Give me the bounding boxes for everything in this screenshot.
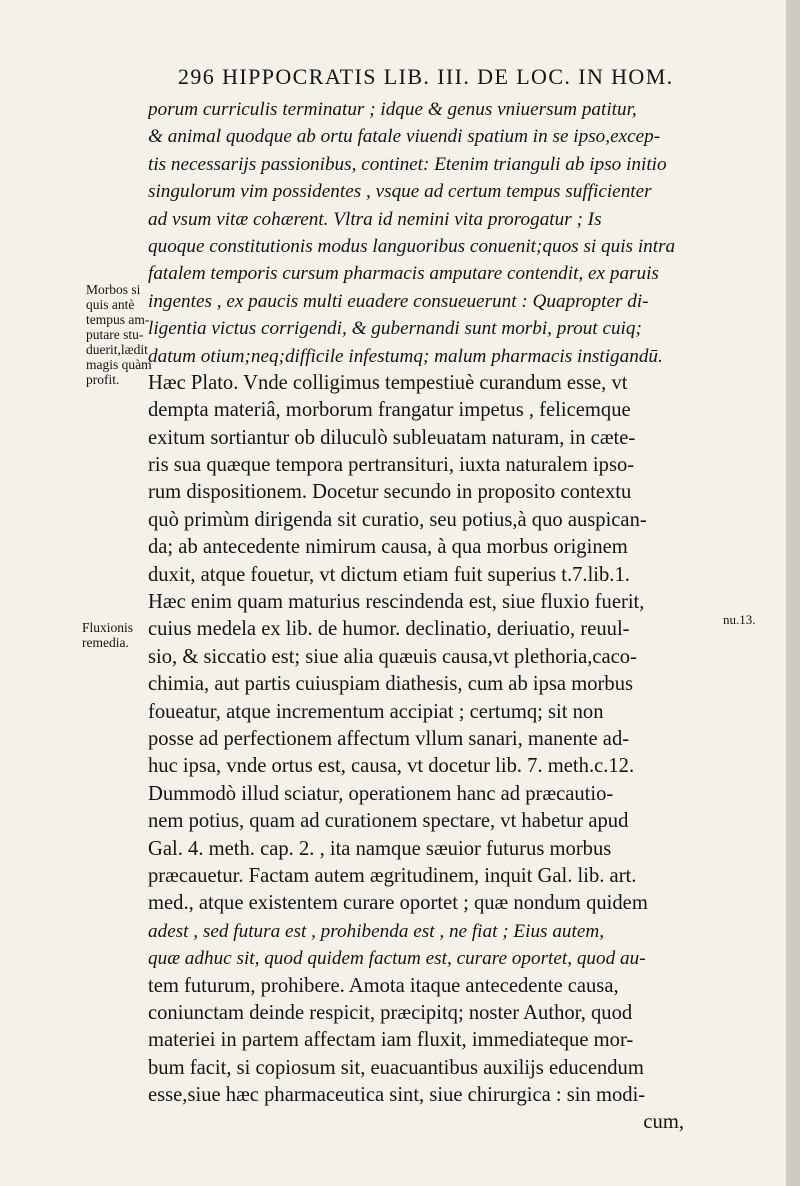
text-line: duxit, atque fouetur, vt dictum etiam fuit superius t.7.lib.1. <box>148 563 630 586</box>
margin-note-morbos <box>86 282 152 387</box>
main-text <box>148 96 710 1137</box>
text-line: Hæc enim quam maturius rescindenda est, siue fluxio fuerit, <box>148 591 645 614</box>
text-line: chimia, aut partis cuiuspiam diathesis, cum ab ipsa morbus <box>148 673 633 696</box>
text-line: da; ab antecedente nimirum causa, à qua morbus originem <box>148 536 628 559</box>
text-line: ris sua quæque tempora pertransituri, iuxta naturalem ipso- <box>148 454 635 477</box>
text-line: singulorum vim possidentes , vsque ad certum tempus sufficienter <box>148 181 652 203</box>
text-line: materiei in partem affectam iam fluxit, immediateque mor- <box>148 1029 634 1052</box>
text-line: adest , sed futura est , prohibenda est , ne fiat ; Eius autem, <box>148 920 605 942</box>
running-header: 296 HIPPOCRATIS LIB. III. DE LOC. IN HOM. <box>178 64 674 89</box>
text-line: Hæc Plato. Vnde colligimus tempestiuè curandum esse, vt <box>148 371 628 394</box>
text-line: foueatur, atque incrementum accipiat ; certumq; sit non <box>148 700 604 723</box>
text-line: quò primùm dirigenda sit curatio, seu potius,à quo auspican- <box>148 508 647 531</box>
margin-note-line: tempus am- <box>86 312 150 327</box>
margin-note-fluxionis <box>82 620 133 650</box>
text-line: præcauetur. Factam autem ægritudinem, inquit Gal. lib. art. <box>148 864 637 887</box>
text-line: Dummodò illud sciatur, operationem hanc ad præcautio- <box>148 782 614 805</box>
margin-note-line: quis antè <box>86 297 135 312</box>
text-line: bum facit, si copiosum sit, euacuantibus auxilijs educendum <box>148 1056 644 1079</box>
text-line: tem futurum, prohibere. Amota itaque antecedente causa, <box>148 974 619 997</box>
text-line: sio, & siccatio est; siue alia quæuis causa,vt plethoria,caco- <box>148 645 637 668</box>
margin-note-line: remedia. <box>82 635 129 650</box>
text-line: ingentes , ex paucis multi euadere consueuerunt : Quapropter di- <box>148 290 649 312</box>
text-line: tis necessarijs passionibus, continet: Etenim trianguli ab ipso initio <box>148 153 667 175</box>
text-line: ligentia victus corrigendi, & gubernandi sunt morbi, prout cuiq; <box>148 318 642 340</box>
margin-note-line: magis quàm <box>86 357 152 372</box>
margin-note-line: Fluxionis <box>82 620 134 635</box>
margin-note-line: Morbos si <box>86 282 141 297</box>
text-line: huc ipsa, vnde ortus est, causa, vt docetur lib. 7. meth.c.12. <box>148 755 635 778</box>
text-line: dempta materiâ, morborum frangatur impetus , felicemque <box>148 399 631 422</box>
text-line: cuius medela ex lib. de humor. declinatio, deriuatio, reuul- <box>148 618 630 641</box>
text-line: cum, <box>643 1111 684 1134</box>
text-line: rum dispositionem. Docetur secundo in proposito contextu <box>148 481 632 504</box>
margin-note-number: nu.13. <box>723 612 756 627</box>
text-line: & animal quodque ab ortu fatale viuendi spatium in se ipso,excep- <box>148 126 661 148</box>
margin-note-line: duerit,lædit <box>86 342 148 357</box>
text-line: posse ad perfectionem affectum vllum sanari, manente ad- <box>148 727 630 750</box>
text-line: esse,siue hæc pharmaceutica sint, siue chirurgica : sin modi- <box>148 1084 646 1107</box>
text-line: porum curriculis terminatur ; idque & genus vniuersum patitur, <box>148 99 637 120</box>
text-line: Gal. 4. meth. cap. 2. , ita namque sæuior futurus morbus <box>148 837 612 860</box>
margin-note-line: putare stu- <box>86 327 144 342</box>
margin-note-line: profit. <box>86 372 120 387</box>
page-gutter <box>786 0 800 1186</box>
text-line: nem potius, quam ad curationem spectare, vt habetur apud <box>148 810 629 833</box>
text-line: quoque constitutionis modus languoribus conuenit;quos si quis intra <box>148 235 676 257</box>
text-line: ad vsum vitæ cohærent. Vltra id nemini vita prorogatur ; Is <box>148 208 602 230</box>
text-line: exitum sortiantur ob diluculò subleuatam naturam, in cæte- <box>148 426 636 449</box>
text-line: fatalem temporis cursum pharmacis amputare contendit, ex paruis <box>148 263 659 285</box>
text-line: coniunctam deinde respicit, præcipitq; noster Author, quod <box>148 1001 633 1024</box>
text-line: quæ adhuc sit, quod quidem factum est, curare oportet, quod au- <box>148 948 646 970</box>
text-line: med., atque existentem curare oportet ; quæ nondum quidem <box>148 892 648 915</box>
text-line: datum otium;neq;difficile infestumq; malum pharmacis instigandū. <box>148 345 663 367</box>
